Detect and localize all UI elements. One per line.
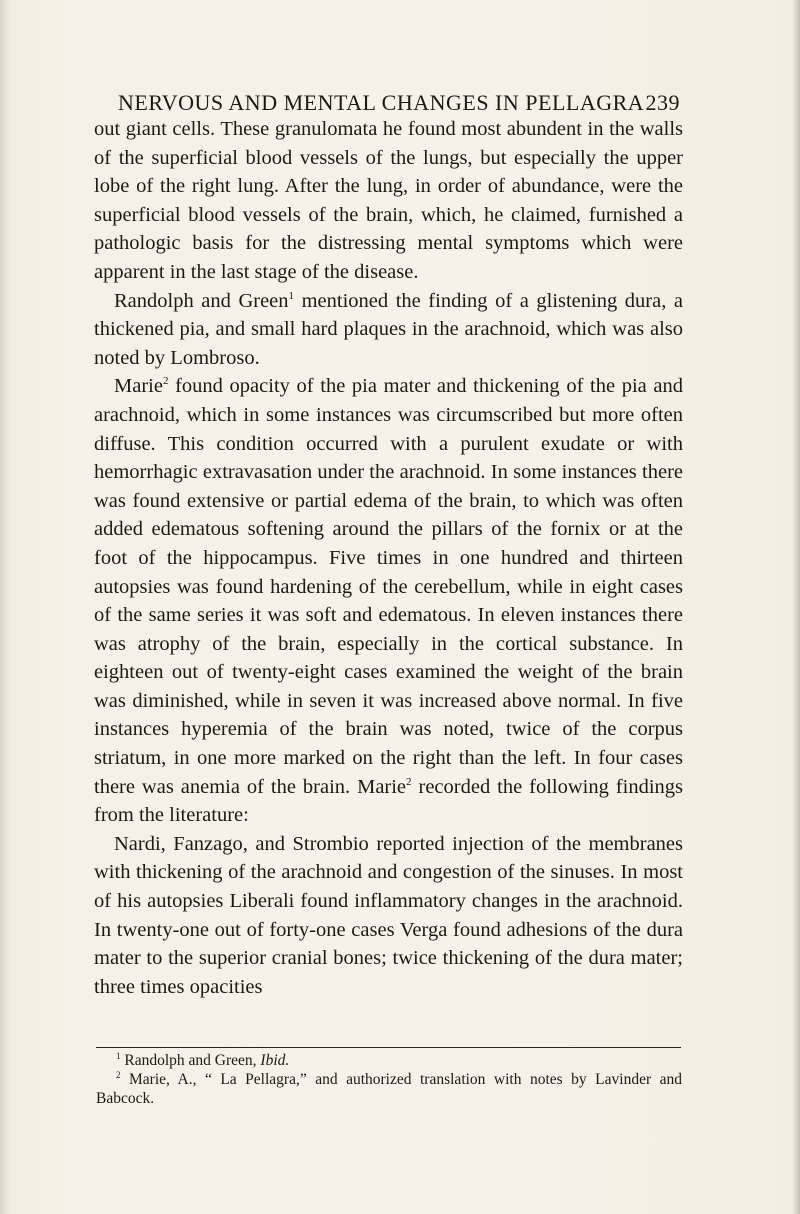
paragraph-3-rest2: recorded the following findings from the literature: (94, 775, 683, 827)
paragraph-2 (94, 287, 683, 373)
gutter-shadow (0, 0, 10, 1214)
footnote-2 (96, 1070, 682, 1108)
footnote-1 (96, 1051, 682, 1070)
paragraph-3-lead: Marie (114, 375, 163, 398)
footnote-2-mark: 2 (116, 1069, 121, 1080)
body-text (94, 115, 683, 1001)
footnote-rule (96, 1047, 681, 1048)
paragraph-3-rest: found opacity of the pia mater and thickening of the pia and arachnoid, which in some instances was circumscribed but more often diffuse. This condition occurred with a purulent exudate or with hemorrhagic extravasation under the arachnoid. In some instances there was found extensive or partial edema of the brain, to which was often added edematous softening around the pillars of the fornix or at the foot of the hippocampus. Five times in one hundred and thirteen autopsies was found hardening of the cerebellum, while in eight cases of the same series it was soft and edematous. In eleven instances there was atrophy of the brain, especially in the cortical substance. In eighteen out of twenty-eight cases examined the weight of the brain was diminished, while in seven it was increased above normal. In five instances hyperemia of the brain was noted, twice of the corpus striatum, in one more marked on the right than the left. In four cases there was anemia of the brain. Marie (94, 375, 683, 798)
paragraph-2-rest: mentioned the finding of a glistening dura, a thickened pia, and small hard plaques in the arachnoid, which was also noted by Lombroso. (94, 289, 683, 369)
running-head (118, 90, 680, 116)
footnote-ref-2: 2 (162, 375, 169, 388)
paragraph-4: Nardi, Fanzago, and Strombio reported injection of the membranes with thickening of the arachnoid and congestion of the sinuses. In most of his autopsies Liberali found inflammatory changes in the arachnoid. In twenty-one out of forty-one cases Verga found adhesions of the dura mater to the superior cranial bones; twice thickening of the dura mater; three times opacities (94, 832, 683, 998)
footnote-1-text: Randolph and Green, (124, 1052, 261, 1069)
footnote-ref-1: 1 (288, 289, 295, 302)
page-number: 239 (645, 90, 680, 115)
paragraph-3 (94, 372, 683, 830)
page-edge-shadow (792, 0, 800, 1214)
footnotes (96, 1051, 682, 1108)
footnote-2-text: Marie, A., “ La Pellagra,” and authorized translation with notes by Lavinder and Babcock. (96, 1071, 683, 1107)
paragraph-2-lead: Randolph and Green (114, 289, 289, 312)
running-head-title: NERVOUS AND MENTAL CHANGES IN PELLAGRA (118, 90, 645, 115)
footnote-ref-2b: 2 (406, 775, 412, 788)
footnote-1-italic: Ibid. (260, 1052, 290, 1069)
footnote-1-mark: 1 (116, 1050, 121, 1061)
paragraph-1: out giant cells. These granulomata he found most abundent in the walls of the superficial blood vessels of the lungs, but especially the upper lobe of the right lung. After the lung, in order of abundance, were the superficial blood vessels of the brain, which, he claimed, furnished a pathologic basis for the distressing mental symptoms which were apparent in the last stage of the disease. (94, 118, 683, 283)
